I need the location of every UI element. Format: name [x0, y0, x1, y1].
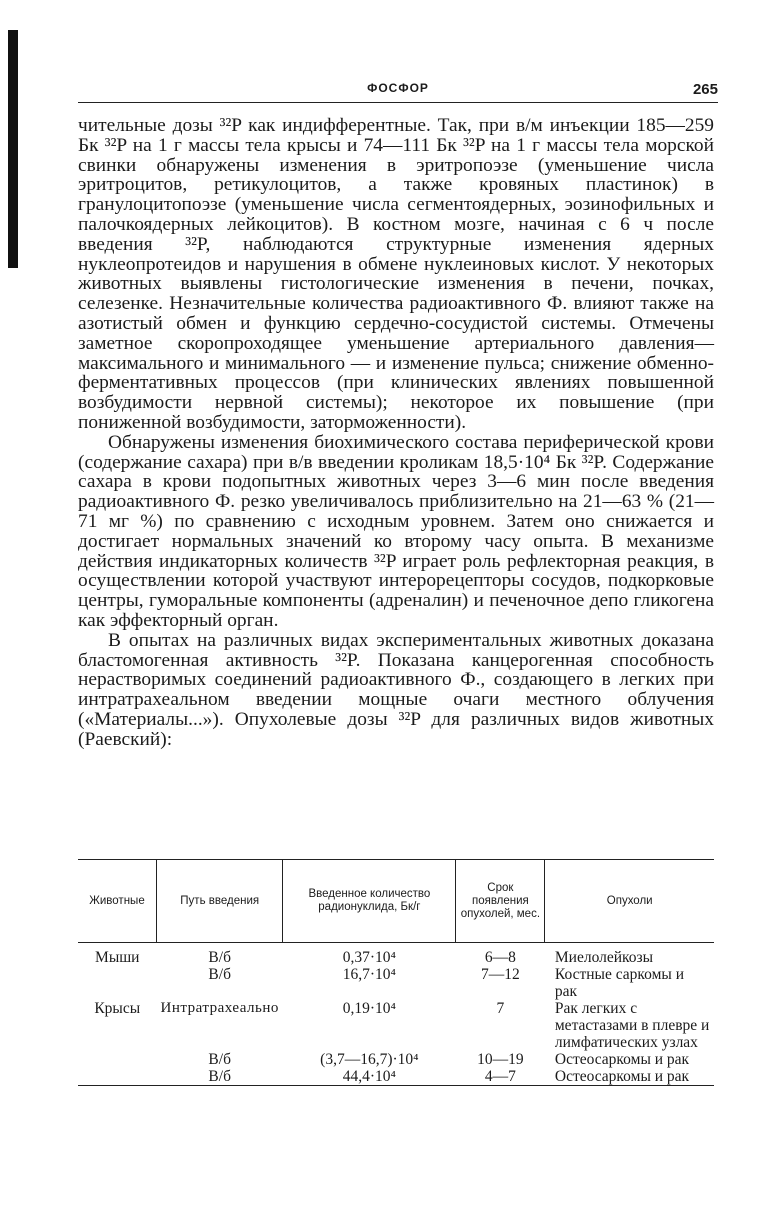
cell-term: 7 [496, 1000, 505, 1017]
cell-tumor: Костные саркомы и рак [554, 966, 684, 1000]
cell-dose: (3,7—16,7)·10⁴ [320, 1051, 419, 1068]
cell-tumor: Остеосаркомы и рак [554, 1068, 690, 1085]
paragraph: Обнаружены изменения биохимического состава периферической крови (содержание сахара) при в/в введении кроликам 18,5·10⁴ Бк ³²P. Содержание сахара в крови подопытных животных через 3—6 мин после введения радиоактивного Ф. резко увеличивалось приблизительно на 21—63 % (21—71 мг %) по сравнению с исходным уровнем. Затем оно снижается и достигает нормальных значений ко второму часу опыта. В механизме действия индикаторных количеств ³²P играет роль рефлекторная реакция, в осуществлении которой участвуют интерорецепторы сосудов, подкорковые центры, гуморальные компоненты (адреналин) и печеночное депо гликогена как эффекторный орган. [78, 431, 714, 631]
cell-tumor: Миелолейкозы [554, 949, 654, 966]
table-header-row [78, 860, 714, 943]
cell-dose: 0,19·10⁴ [342, 1000, 396, 1017]
cell-route: В/б [208, 966, 231, 983]
table-row [78, 1000, 714, 1051]
cell-animal [78, 966, 157, 1000]
cell-term: 4—7 [484, 1068, 516, 1085]
cell-animal: Крысы [94, 1000, 141, 1017]
table-row [78, 1068, 714, 1086]
cell-route: В/б [208, 949, 231, 966]
cell-animal [78, 1068, 157, 1086]
column-header-tumors: Опухоли [545, 860, 714, 943]
column-header-route: Путь введения [157, 860, 283, 943]
cell-tumor: Рак легких с метастазами в плевре и лимфатических узлах [554, 1000, 710, 1051]
cell-dose: 0,37·10⁴ [342, 949, 396, 966]
cell-animal [78, 1051, 157, 1068]
cell-dose: 44,4·10⁴ [342, 1068, 396, 1085]
tumor-doses-table [78, 859, 714, 1086]
cell-route: В/б [208, 1068, 231, 1085]
cell-animal: Мыши [95, 949, 140, 966]
table-row [78, 1051, 714, 1068]
column-header-term: Срок появления опухолей, мес. [456, 860, 545, 943]
table-row [78, 966, 714, 1000]
column-header-animals: Животные [78, 860, 157, 943]
cell-route: В/б [208, 1051, 231, 1068]
cell-tumor: Остеосаркомы и рак [554, 1051, 690, 1068]
table-row [78, 943, 714, 967]
cell-dose: 16,7·10⁴ [342, 966, 396, 983]
cell-term: 10—19 [477, 1051, 524, 1068]
page-header [78, 78, 718, 103]
body-text [78, 116, 714, 750]
page-edge-mark [8, 30, 18, 268]
page-number: 265 [692, 81, 718, 98]
cell-term: 7—12 [481, 966, 520, 983]
paragraph: В опытах на различных видах экспериментальных животных доказана бластомогенная активность ³²P. Показана канцерогенная способность нерастворимых соединений радиоактивного Ф., создающего в легких при интратрахеальном введении мощные очаги местного облучения («Материалы...»). Опухолевые дозы ³²P для различных видов животных (Раевский): [78, 629, 714, 750]
column-header-dose: Введенное количество радионуклида, Бк/г [283, 860, 456, 943]
cell-route: Интратрахеально [160, 1000, 279, 1016]
cell-term: 6—8 [484, 949, 516, 966]
paragraph: чительные дозы ³²P как индифферентные. Так, при в/м инъекции 185—259 Бк ³²P на 1 г массы тела крысы и 74—111 Бк ³²P на 1 г массы тела морской свинки обнаружены изменения в эритропоэзе (уменьшение числа эритроцитов, ретикулоцитов, а также кровяных пластинок) в гранулоцитопоэзе (уменьшение числа сегментоядерных, эозинофильных и палочкоядерных лейкоцитов). В костном мозге, начиная с 6 ч после введения ³²P, наблюдаются структурные изменения ядерных нуклеопротеидов и нарушения в обмене нуклеиновых кислот. У некоторых животных выявлены гистологические изменения в печени, почках, селезенке. Незначительные количества радиоактивного Ф. влияют также на азотистый обмен и функцию сердечно-сосудистой системы. Отмечены заметное скоропроходящее уменьшение артериального давления— максимального и минимального — и изменение пульса; снижение обменно-ферментативных процессов (при клинических явлениях повышенной возбудимости нервной системы); некоторое их повышение (при пониженной возбудимости, заторможенности). [78, 115, 714, 433]
running-title: ФОСФОР [367, 81, 429, 95]
